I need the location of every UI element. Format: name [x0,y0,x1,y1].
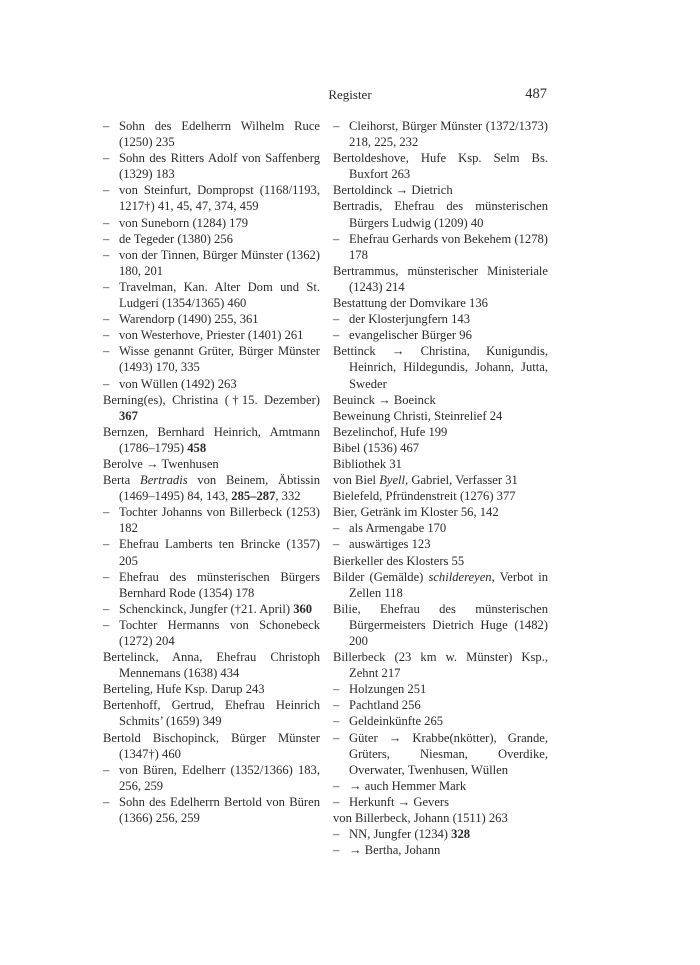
index-subentry [103,601,320,617]
entry-text: Ehefrau Lamberts ten Brincke (1357) 205 [119,537,320,568]
entry-text: Beuinck → Boeinck [333,392,436,407]
entry-text: Warendorp (1490) 255, 361 [119,312,259,327]
entry-text: Bettinck → Christina, Kunigundis, Heinrich, Hildegundis, Johann, Jutta, Sweder [333,344,548,391]
entry-text: Bertold Bischopinck, Bürger Münster (1347†) 460 [103,730,320,761]
entry-text: auswärtiges 123 [349,537,431,552]
entry-text: von Büren, Edelherr (1352/1366) 183, 256, 259 [119,762,320,793]
page-ref-bold: 367 [119,408,138,423]
index-entry [333,601,548,649]
subentry-dash: – [103,505,110,520]
index-entry [333,408,548,424]
subentry-dash: – [333,698,340,713]
subentry-dash: – [103,215,110,230]
entry-text: Bibel (1536) 467 [333,440,420,455]
subentry-dash: – [333,682,340,697]
index-subentry [103,569,320,601]
index-subentry [333,697,548,713]
entry-text: Ehefrau Gerhards von Bekehem (1278) 178 [349,231,548,262]
italic-term: Bertradis [140,473,188,488]
index-subentry [103,343,320,375]
index-entry [333,649,548,681]
entry-text: Pachtland 256 [349,698,421,713]
index-column-right [333,118,548,858]
subentry-dash: – [333,794,340,809]
entry-text: Sohn des Edelherrn Bertold von Büren (1366) 256, 259 [119,794,320,826]
index-subentry [103,118,320,150]
entry-text: Bertenhoff, Gertrud, Ehefrau Heinrich Schmits’ (1659) 349 [103,698,320,729]
subentry-dash: – [103,151,110,166]
italic-term: schildereyen [428,569,492,584]
index-subentry [333,794,548,810]
subentry-dash: – [333,778,340,793]
subentry-dash: – [103,279,110,294]
entry-text: Berning(es), Christina (†15. Dezember) [103,392,320,407]
index-entry [333,488,548,504]
entry-text: Cleihorst, Bürger Münster (1372/1373) 218, 225, 232 [349,119,548,150]
entry-text: , 332 [275,489,301,504]
index-subentry [103,376,320,392]
entry-text: Travelman, Kan. Alter Dom und St. Ludgeri (1354/1365) 460 [119,279,320,311]
index-entry [333,343,548,391]
subentry-dash: – [333,328,340,343]
index-subentry [103,231,320,247]
index-subentry [333,311,548,327]
index-subentry [103,150,320,182]
entry-text: Bezelinchof, Hufe 199 [333,424,448,439]
index-entry [103,649,320,681]
subentry-dash: – [333,730,340,745]
subentry-dash: – [333,119,340,133]
index-subentry [333,713,548,729]
entry-text: Bielefeld, Pfründenstreit (1276) 377 [333,489,516,504]
entry-text: Bertoldinck → Dietrich [333,183,453,198]
entry-text: Bertrammus, münsterischer Ministeriale (1243) 214 [333,263,548,294]
index-subentry [333,778,548,794]
subentry-dash: – [103,601,110,616]
entry-text: → Bertha, Johann [349,843,441,858]
index-subentry [333,327,548,343]
index-subentry [103,182,320,214]
subentry-dash: – [103,231,110,246]
running-head [0,86,700,106]
subentry-dash: – [103,247,110,262]
entry-text: von Suneborn (1284) 179 [119,215,249,230]
index-entry [333,424,548,440]
page-ref-bold: 328 [451,827,471,842]
subentry-dash: – [103,617,110,632]
entry-text: Sohn des Edelherrn Wilhelm Ruce (1250) 235 [119,119,320,150]
index-subentry [333,842,548,858]
index-subentry [103,504,320,536]
index-entry [333,456,548,472]
page-number: 487 [525,86,547,102]
entry-text: Bestattung der Domvikare 136 [333,296,488,311]
subentry-dash: – [103,183,110,198]
entry-text: Berteling, Hufe Ksp. Darup 243 [103,682,265,697]
index-entry [333,810,548,826]
index-entry [333,150,548,182]
entry-text: NN, Jungfer (1234) [349,827,452,842]
entry-text: Bertradis, Ehefrau des münsterischen Bürgers Ludwig (1209) 40 [333,199,548,230]
subentry-dash: – [103,794,110,809]
entry-text: Berolve → Twenhusen [103,456,219,471]
page-ref-bold: 360 [293,601,313,616]
index-entry [103,392,320,424]
entry-text: von Biel [333,473,380,488]
entry-text: Bier, Getränk im Kloster 56, 142 [333,505,499,520]
index-entry [103,456,320,472]
entry-text: Berta [103,473,141,488]
index-subentry [103,794,320,826]
index-entry [333,295,548,311]
entry-text: Tochter Johanns von Billerbeck (1253) 182 [119,505,320,536]
index-subentry [103,279,320,311]
entry-text: Gabriel, Verfasser 31 [408,473,518,488]
entry-text: von Billerbeck, Johann (1511) 263 [333,811,508,826]
entry-text: Bertoldeshove, Hufe Ksp. Selm Bs. Buxfort 263 [333,151,548,182]
subentry-dash: – [103,762,110,777]
index-subentry [333,536,548,552]
index-subentry [103,215,320,231]
index-entry [103,424,320,456]
index-subentry [333,681,548,697]
subentry-dash: – [103,569,110,584]
entry-text: , Verbot in Zellen 118 [349,569,549,600]
entry-text: Schenckinck, Jungfer (†21. April) [119,601,294,616]
index-entry [333,392,548,408]
index-subentry [103,536,320,568]
entry-text: Bilder (Gemälde) [333,569,429,584]
subentry-dash: – [333,827,340,842]
index-subentry [103,247,320,279]
entry-text: Geldeinkünfte 265 [349,714,444,729]
index-entry [333,569,548,601]
subentry-dash: – [333,231,340,246]
entry-text: evangelischer Bürger 96 [349,328,472,343]
page-title: Register [328,87,372,102]
subentry-dash: – [103,537,110,552]
entry-text: als Armengabe 170 [349,521,447,536]
entry-text: der Klosterjungfern 143 [349,312,471,327]
entry-text: Herkunft → Gevers [349,794,450,809]
entry-text: Bernzen, Bernhard Heinrich, Amtmann (1786–1795) [103,424,320,455]
page-ref-bold: 285–287 [231,489,276,504]
subentry-dash: – [103,376,110,391]
index-entry [333,504,548,520]
entry-text: Holzungen 251 [349,682,427,697]
entry-text: Bierkeller des Klosters 55 [333,553,465,568]
entry-text: von Steinfurt, Dompropst (1168/1193, 1217†) 41, 45, 47, 374, 459 [119,183,320,214]
index-entry [333,472,548,488]
page-ref-bold: 458 [187,440,207,455]
entry-text: Wisse genannt Grüter, Bürger Münster (1493) 170, 335 [119,344,320,375]
entry-text: Bertelinck, Anna, Ehefrau Christoph Mennemans (1638) 434 [103,650,320,681]
index-subentry [333,520,548,536]
entry-text: → auch Hemmer Mark [349,778,467,793]
italic-term: Byell, [379,473,409,488]
entry-text: Sohn des Ritters Adolf von Saffenberg (1329) 183 [119,151,320,182]
index-entry [333,182,548,198]
index-subentry [103,762,320,794]
subentry-dash: – [103,344,110,359]
index-subentry [333,730,548,778]
subentry-dash: – [103,312,110,327]
entry-text: Bibliothek 31 [333,456,402,471]
subentry-dash: – [333,714,340,729]
index-entry [333,198,548,230]
entry-text: von Westerhove, Priester (1401) 261 [119,328,304,343]
subentry-dash: – [103,119,110,133]
index-subentry [333,118,548,150]
index-subentry [333,826,548,842]
entry-text: von Beinem, Äbtissin (1469–1495) 84, 143, [119,473,320,504]
index-entry [333,553,548,569]
index-entry [333,263,548,295]
entry-text: von der Tinnen, Bürger Münster (1362) 180, 201 [119,247,320,278]
index-entry [103,697,320,729]
entry-text: de Tegeder (1380) 256 [119,231,233,246]
entry-text: Ehefrau des münsterischen Bürgers Bernhard Rode (1354) 178 [119,569,320,600]
entry-text: Tochter Hermanns von Schonebeck (1272) 204 [119,617,320,648]
index-subentry [103,327,320,343]
index-entry [103,730,320,762]
subentry-dash: – [333,521,340,536]
entry-text: Beweinung Christi, Steinrelief 24 [333,408,503,423]
index-subentry [103,311,320,327]
index-entry [103,681,320,697]
entry-text: Billerbeck (23 km w. Münster) Ksp., Zehnt 217 [333,650,548,681]
index-entry [333,440,548,456]
index-entry [103,472,320,504]
entry-text: Bilie, Ehefrau des münsterischen Bürgermeisters Dietrich Huge (1482) 200 [333,601,548,648]
index-column-left [103,118,320,826]
index-subentry [333,231,548,263]
subentry-dash: – [103,328,110,343]
subentry-dash: – [333,312,340,327]
entry-text: Güter → Krabbe(nkötter), Grande, Grüters, Niesman, Overdike, Overwater, Twenhusen, Wüllen [349,730,548,777]
subentry-dash: – [333,537,340,552]
index-subentry [103,617,320,649]
subentry-dash: – [333,843,340,858]
entry-text: von Wüllen (1492) 263 [119,376,237,391]
